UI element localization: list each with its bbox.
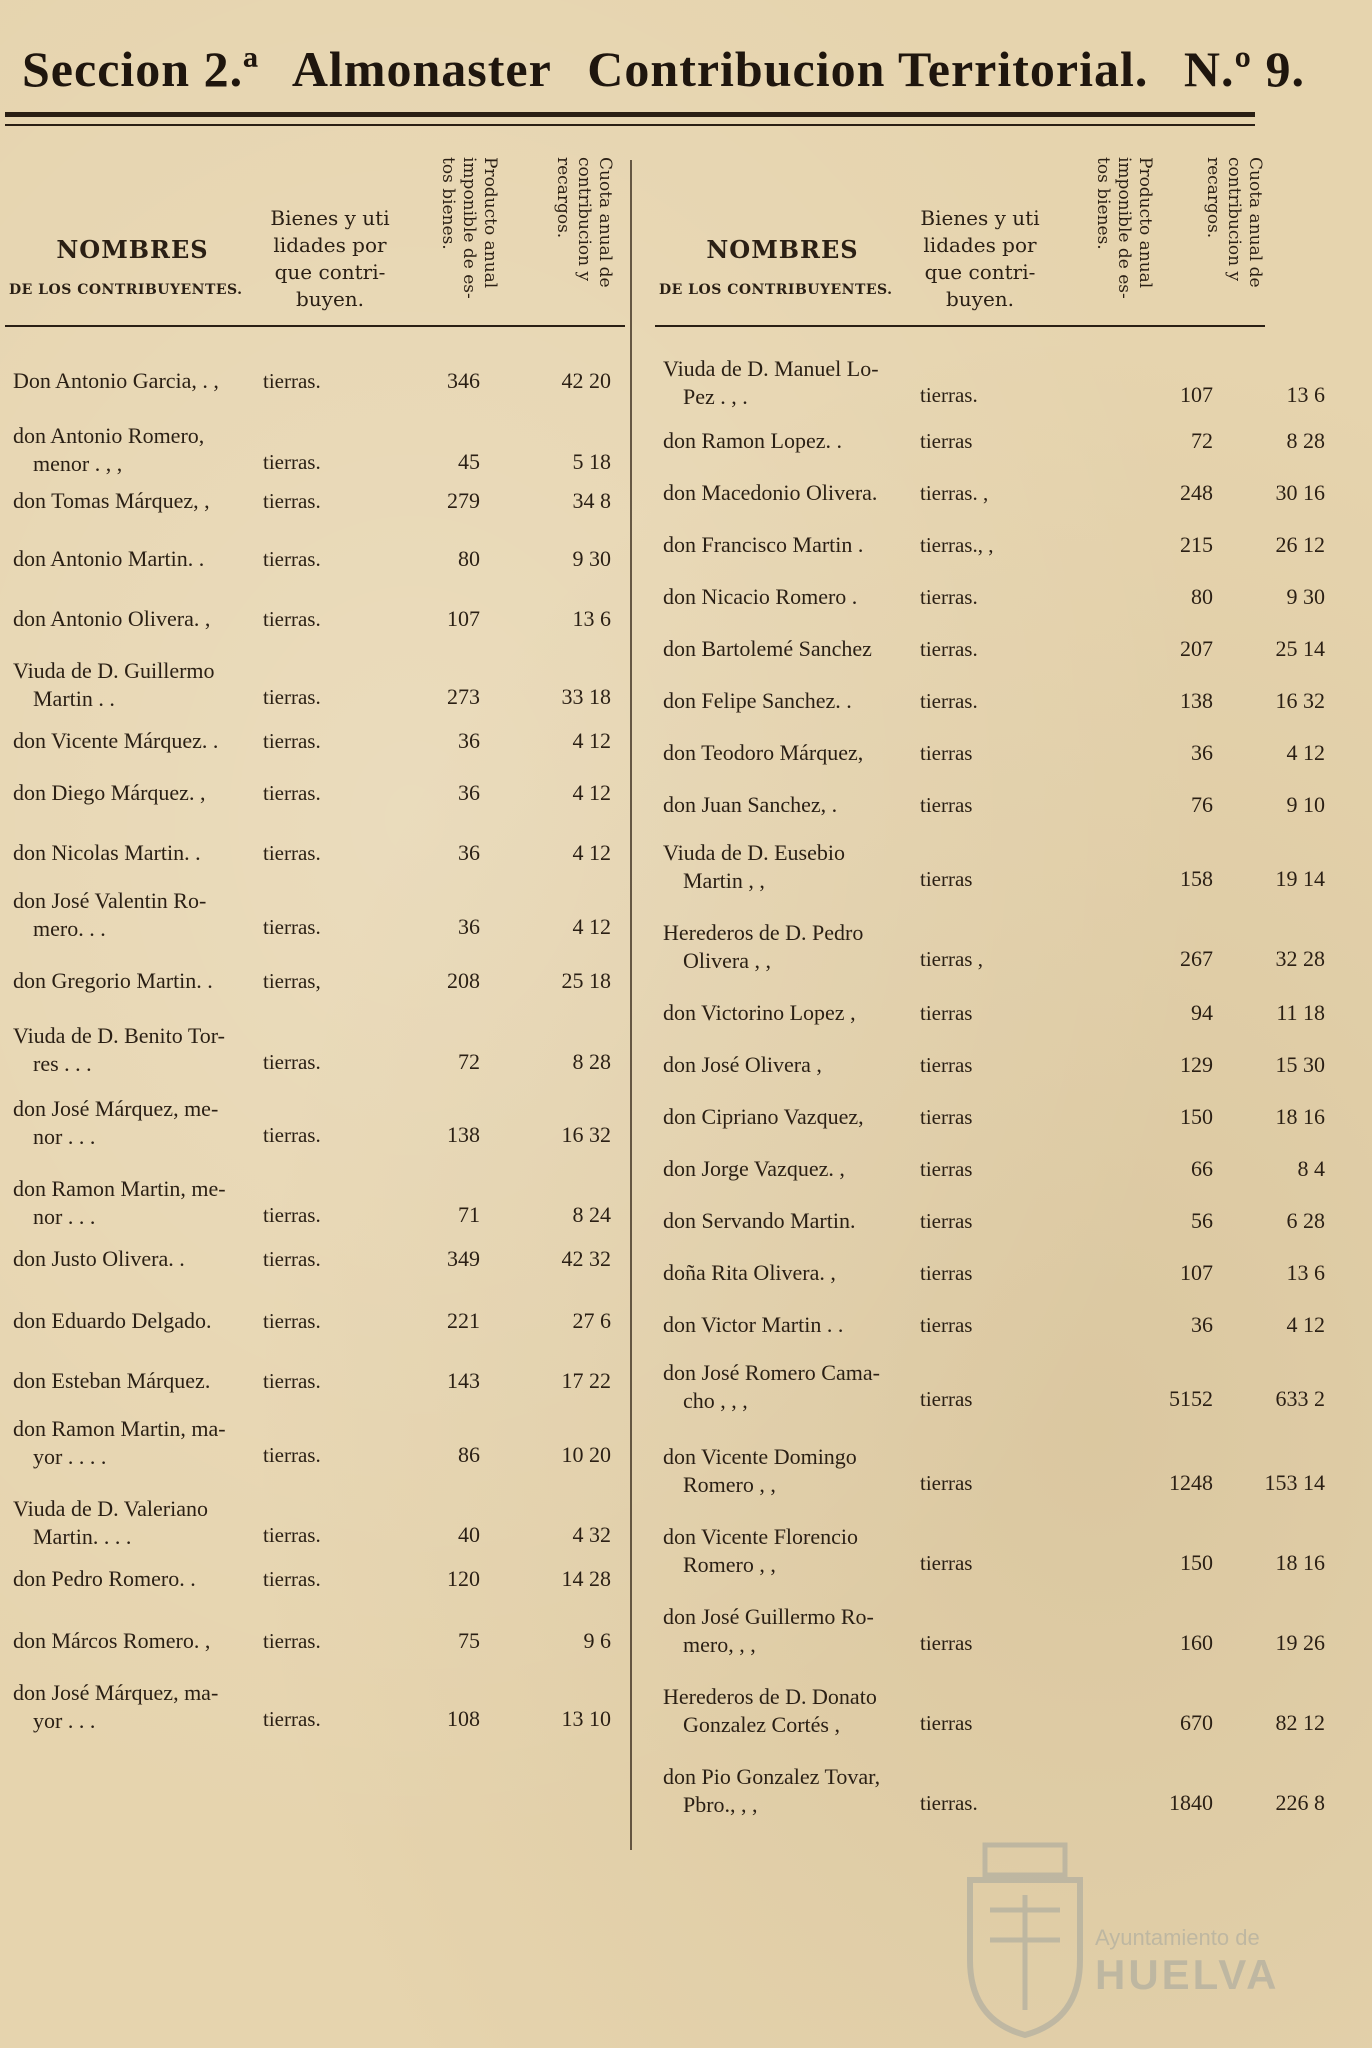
contributor-name-line2: menor . , ,	[33, 451, 123, 476]
producto-cell: 129	[1180, 1052, 1213, 1077]
right-column	[655, 135, 1325, 1817]
bienes-cell: tierras.	[920, 383, 978, 407]
contributor-name-line1: don Francisco Martin .	[663, 532, 864, 557]
bienes-cell: tierras.	[263, 841, 321, 865]
contributor-name-line1: Viuda de D. Benito Tor-	[13, 1023, 225, 1048]
contributor-name	[663, 1311, 918, 1339]
left-column	[5, 135, 625, 1733]
contributor-name-line1: don Juan Sanchez, .	[663, 792, 838, 817]
cuota-cell: 4 12	[572, 728, 611, 753]
contributor-name	[13, 1627, 268, 1655]
contributor-name	[13, 1565, 268, 1593]
producto-cell: 267	[1180, 946, 1213, 971]
watermark-line1: Ayuntamiento de	[1095, 1925, 1260, 1950]
contributor-name	[663, 1443, 918, 1499]
coat-of-arms-icon	[960, 1840, 1090, 2040]
contributor-name-line2: mero, , ,	[683, 1632, 756, 1657]
bienes-cell: tierras.	[263, 489, 321, 513]
bienes-cell: tierras.	[263, 1629, 321, 1653]
cuota-cell: 27 6	[572, 1308, 611, 1333]
contributor-name-line1: don Antonio Martin. .	[13, 546, 205, 571]
contributor-name	[663, 791, 918, 819]
bienes-cell: tierras.	[263, 1123, 321, 1147]
contributor-name	[13, 1415, 268, 1471]
cuota-cell: 42 32	[561, 1246, 611, 1271]
contributor-name-line1: don Macedonio Olivera.	[663, 480, 878, 505]
bienes-cell: tierras	[920, 741, 973, 765]
contributor-name	[663, 1259, 918, 1287]
cuota-cell: 18 16	[1275, 1104, 1325, 1129]
title-subject: Contribucion Territorial.	[587, 41, 1149, 97]
bienes-cell: tierras	[920, 1053, 973, 1077]
cuota-cell: 9 30	[1286, 584, 1325, 609]
contributor-name	[663, 1207, 918, 1235]
contributor-name	[663, 1103, 918, 1131]
cuota-cell: 14 28	[561, 1566, 611, 1591]
producto-cell: 86	[458, 1442, 480, 1467]
title-number: N.º 9.	[1183, 41, 1306, 97]
producto-cell: 76	[1191, 792, 1213, 817]
producto-cell: 1248	[1169, 1470, 1213, 1495]
contributor-name-line2: Romero , ,	[683, 1472, 776, 1497]
producto-cell: 71	[458, 1202, 480, 1227]
contributor-name	[13, 545, 268, 573]
bienes-cell: tierras	[920, 1261, 973, 1285]
contributor-name	[663, 1763, 918, 1819]
cuota-cell: 4 32	[572, 1522, 611, 1547]
producto-cell: 36	[458, 780, 480, 805]
contributor-name-line1: don Ramon Lopez. .	[663, 428, 843, 453]
title-rule-thick	[5, 112, 1255, 117]
producto-cell: 1840	[1169, 1790, 1213, 1815]
contributor-name-line1: Viuda de D. Eusebio	[663, 840, 845, 865]
cuota-cell: 8 28	[572, 1049, 611, 1074]
contributor-name-line1: don Nicolas Martin. .	[13, 840, 201, 865]
producto-cell: 45	[458, 449, 480, 474]
bienes-cell: tierras.	[263, 450, 321, 474]
producto-cell: 107	[1180, 1260, 1213, 1285]
contributor-name-line2: yor . . . .	[33, 1444, 107, 1469]
cuota-cell: 32 28	[1275, 946, 1325, 971]
bienes-cell: tierras.	[263, 729, 321, 753]
cuota-cell: 633 2	[1275, 1386, 1325, 1411]
contributor-name-line1: don Ramon Martin, me-	[13, 1176, 226, 1201]
cuota-cell: 19 14	[1275, 866, 1325, 891]
cuota-cell: 9 6	[583, 1628, 611, 1653]
contributor-name	[13, 487, 268, 515]
cuota-cell: 6 28	[1286, 1208, 1325, 1233]
contributor-name	[13, 657, 268, 713]
bienes-cell: tierras	[920, 429, 973, 453]
producto-cell: 80	[1191, 584, 1213, 609]
cuota-cell: 4 12	[572, 914, 611, 939]
title-rule-thin	[5, 124, 1255, 126]
bienes-cell: tierras	[920, 867, 973, 891]
contributor-name-line1: don Vicente Domingo	[663, 1444, 857, 1469]
contributor-name-line2: Olivera , ,	[683, 948, 771, 973]
contributor-name-line1: don José Guillermo Ro-	[663, 1604, 874, 1629]
contributor-name-line2: Romero , ,	[683, 1552, 776, 1577]
cuota-cell: 13 6	[572, 606, 611, 631]
title-section: Seccion 2.ª	[22, 41, 260, 97]
cuota-cell: 13 10	[561, 1706, 611, 1731]
bienes-cell: tierras.	[263, 607, 321, 631]
contributor-name	[13, 367, 268, 395]
contributor-name-line1: don Cipriano Vazquez,	[663, 1104, 864, 1129]
cuota-cell: 25 18	[561, 968, 611, 993]
contributor-name-line1: don Teodoro Márquez,	[663, 740, 864, 765]
bienes-cell: tierras.	[263, 1567, 321, 1591]
contributor-name	[663, 1051, 918, 1079]
contributor-name	[663, 531, 918, 559]
producto-cell: 107	[1180, 382, 1213, 407]
contributor-name-line1: doña Rita Olivera. ,	[663, 1260, 836, 1285]
producto-cell: 56	[1191, 1208, 1213, 1233]
producto-cell: 138	[447, 1122, 480, 1147]
header-names-subtitle: DE LOS CONTRIBUYENTES.	[659, 282, 893, 298]
contributor-name-line2: Martin , ,	[683, 868, 765, 893]
contributor-name-line1: Viuda de D. Valeriano	[13, 1496, 208, 1521]
producto-cell: 36	[1191, 740, 1213, 765]
contributor-name	[663, 479, 918, 507]
producto-cell: 75	[458, 1628, 480, 1653]
contributor-name	[663, 1359, 918, 1415]
bienes-cell: tierras.	[263, 1247, 321, 1271]
cuota-cell: 25 14	[1275, 636, 1325, 661]
contributor-name-line1: don Jorge Vazquez. ,	[663, 1156, 845, 1181]
producto-cell: 143	[447, 1368, 480, 1393]
title-town: Almonaster	[291, 41, 552, 97]
producto-cell: 5152	[1169, 1386, 1213, 1411]
contributor-name-line1: Don Antonio Garcia, . ,	[13, 368, 219, 393]
contributor-name-line1: don Victor Martin . .	[663, 1312, 844, 1337]
contributor-name	[13, 887, 268, 943]
left-table-header	[5, 135, 625, 327]
header-names	[5, 235, 260, 298]
contributor-name	[13, 1175, 268, 1231]
contributor-name	[663, 839, 918, 895]
producto-cell: 150	[1180, 1104, 1213, 1129]
contributor-name-line1: don Gregorio Martin. .	[13, 968, 213, 993]
contributor-name	[663, 739, 918, 767]
contributor-name	[13, 1307, 268, 1335]
header-names	[655, 235, 910, 298]
contributor-name-line1: don Ramon Martin, ma-	[13, 1416, 226, 1441]
cuota-cell: 8 28	[1286, 428, 1325, 453]
contributor-name-line1: don Nicacio Romero .	[663, 584, 858, 609]
contributor-name-line1: Viuda de D. Manuel Lo-	[663, 356, 879, 381]
cuota-cell: 15 30	[1275, 1052, 1325, 1077]
header-producto: Producto anual imponible de es- tos bienes.	[438, 157, 500, 299]
contributor-name-line1: don Justo Olivera. .	[13, 1246, 185, 1271]
bienes-cell: tierras ,	[920, 947, 983, 971]
contributor-name	[13, 1367, 268, 1395]
cuota-cell: 18 16	[1275, 1550, 1325, 1575]
bienes-cell: tierras.	[920, 585, 978, 609]
producto-cell: 94	[1191, 1000, 1213, 1025]
contributor-name	[13, 1495, 268, 1551]
producto-cell: 36	[458, 914, 480, 939]
bienes-cell: tierras	[920, 1105, 973, 1129]
bienes-cell: tierras.	[920, 637, 978, 661]
producto-cell: 40	[458, 1522, 480, 1547]
producto-cell: 107	[447, 606, 480, 631]
contributor-name-line1: don Pio Gonzalez Tovar,	[663, 1764, 881, 1789]
contributor-name-line2: Martin . .	[33, 686, 115, 711]
contributor-name-line1: Herederos de D. Donato	[663, 1684, 877, 1709]
contributor-name-line1: don Esteban Márquez.	[13, 1368, 211, 1393]
cuota-cell: 82 12	[1275, 1710, 1325, 1735]
producto-cell: 158	[1180, 866, 1213, 891]
contributor-name	[13, 779, 268, 807]
bienes-cell: tierras.	[920, 1791, 978, 1815]
cuota-cell: 19 26	[1275, 1630, 1325, 1655]
contributor-name	[13, 422, 268, 478]
cuota-cell: 11 18	[1276, 1000, 1325, 1025]
bienes-cell: tierras.	[263, 915, 321, 939]
header-names-title: NOMBRES	[706, 235, 859, 264]
producto-cell: 66	[1191, 1156, 1213, 1181]
contributor-name-line1: don Vicente Márquez. .	[13, 728, 219, 753]
contributor-name	[663, 1155, 918, 1183]
header-bienes: Bienes y uti lidades por que contri- buyen.	[270, 206, 390, 311]
contributor-name	[663, 355, 918, 411]
cuota-cell: 8 4	[1297, 1156, 1325, 1181]
cuota-cell: 153 14	[1264, 1470, 1325, 1495]
producto-cell: 670	[1180, 1710, 1213, 1735]
cuota-cell: 8 24	[572, 1202, 611, 1227]
contributor-name-line1: don José Olivera ,	[663, 1052, 822, 1077]
cuota-cell: 10 20	[561, 1442, 611, 1467]
cuota-cell: 34 8	[572, 488, 611, 513]
cuota-cell: 4 12	[572, 840, 611, 865]
bienes-cell: tierras	[920, 1313, 973, 1337]
header-names-title: NOMBRES	[56, 235, 209, 264]
contributor-name	[13, 1245, 268, 1273]
cuota-cell: 17 22	[561, 1368, 611, 1393]
producto-cell: 207	[1180, 636, 1213, 661]
producto-cell: 208	[447, 968, 480, 993]
contributor-name	[13, 967, 268, 995]
contributor-name-line1: don Servando Martin.	[663, 1208, 856, 1233]
watermark-line2: HUELVA	[1095, 1951, 1280, 1998]
contributor-name-line1: don Victorino Lopez ,	[663, 1000, 856, 1025]
bienes-cell: tierras	[920, 1551, 973, 1575]
producto-cell: 80	[458, 546, 480, 571]
cuota-cell: 33 18	[561, 684, 611, 709]
right-table-header	[655, 135, 1265, 327]
producto-cell: 279	[447, 488, 480, 513]
bienes-cell: tierras.	[263, 547, 321, 571]
contributor-name	[13, 839, 268, 867]
producto-cell: 36	[458, 728, 480, 753]
bienes-cell: tierras.	[920, 689, 978, 713]
contributor-name	[663, 427, 918, 455]
cuota-cell: 42 20	[561, 368, 611, 393]
contributor-name-line1: don José Márquez, me-	[13, 1096, 219, 1121]
bienes-cell: tierras., ,	[920, 533, 994, 557]
cuota-cell: 16 32	[561, 1122, 611, 1147]
header-producto: Producto anual imponible de es- tos bienes.	[1093, 157, 1155, 299]
contributor-name	[13, 1679, 268, 1735]
contributor-name	[663, 687, 918, 715]
contributor-name	[663, 919, 918, 975]
bienes-cell: tierras	[920, 793, 973, 817]
producto-cell: 72	[1191, 428, 1213, 453]
bienes-cell: tierras	[920, 1209, 973, 1233]
watermark-text	[1095, 1925, 1279, 1999]
watermark-stamp	[960, 1840, 1280, 2040]
contributor-name-line2: mero. . .	[33, 916, 106, 941]
column-separator	[630, 160, 632, 1850]
header-cuota: Cuota anual de contribucion y recargos.	[553, 157, 615, 288]
cuota-cell: 13 6	[1286, 382, 1325, 407]
bienes-cell: tierras.	[263, 781, 321, 805]
bienes-cell: tierras	[920, 1711, 973, 1735]
producto-cell: 36	[458, 840, 480, 865]
bienes-cell: tierras	[920, 1387, 973, 1411]
cuota-cell: 26 12	[1275, 532, 1325, 557]
producto-cell: 72	[458, 1049, 480, 1074]
producto-cell: 150	[1180, 1550, 1213, 1575]
bienes-cell: tierras.	[263, 1203, 321, 1227]
cuota-cell: 13 6	[1286, 1260, 1325, 1285]
contributor-name-line2: Martin. . . .	[33, 1524, 132, 1549]
contributor-name-line2: res . . .	[33, 1051, 92, 1076]
contributor-name	[13, 727, 268, 755]
bienes-cell: tierras.	[263, 685, 321, 709]
contributor-name-line2: nor . . .	[33, 1124, 96, 1149]
contributor-name	[13, 1022, 268, 1078]
contributor-name	[663, 999, 918, 1027]
producto-cell: 108	[447, 1706, 480, 1731]
contributor-name-line1: don Pedro Romero. .	[13, 1566, 196, 1591]
contributor-name-line2: Pez . , .	[683, 384, 748, 409]
contributor-name	[13, 605, 268, 633]
page-title	[22, 40, 1306, 110]
contributor-name-line1: don José Márquez, ma-	[13, 1680, 219, 1705]
bienes-cell: tierras.	[263, 1050, 321, 1074]
contributor-name-line1: don Bartolemé Sanchez	[663, 636, 872, 661]
contributor-name-line1: don Márcos Romero. ,	[13, 1628, 211, 1653]
bienes-cell: tierras	[920, 1157, 973, 1181]
contributor-name-line1: don Felipe Sanchez. .	[663, 688, 852, 713]
contributor-name	[13, 1095, 268, 1151]
contributor-name-line2: yor . . .	[33, 1708, 96, 1733]
contributor-name-line2: Pbro., , ,	[683, 1792, 758, 1817]
cuota-cell: 4 12	[572, 780, 611, 805]
bienes-cell: tierras,	[263, 969, 321, 993]
contributor-name-line1: don Tomas Márquez, ,	[13, 488, 210, 513]
cuota-cell: 30 16	[1275, 480, 1325, 505]
contributor-name-line1: don Antonio Romero,	[13, 423, 205, 448]
producto-cell: 215	[1180, 532, 1213, 557]
producto-cell: 273	[447, 684, 480, 709]
bienes-cell: tierras	[920, 1001, 973, 1025]
producto-cell: 346	[447, 368, 480, 393]
producto-cell: 138	[1180, 688, 1213, 713]
cuota-cell: 226 8	[1275, 1790, 1325, 1815]
contributor-name	[663, 1523, 918, 1579]
contributor-name-line2: nor . . .	[33, 1204, 96, 1229]
bienes-cell: tierras.	[263, 1369, 321, 1393]
bienes-cell: tierras.	[263, 1443, 321, 1467]
bienes-cell: tierras	[920, 1631, 973, 1655]
contributor-name	[663, 583, 918, 611]
cuota-cell: 9 30	[572, 546, 611, 571]
cuota-cell: 4 12	[1286, 740, 1325, 765]
bienes-cell: tierras.	[263, 1707, 321, 1731]
producto-cell: 248	[1180, 480, 1213, 505]
bienes-cell: tierras. ,	[920, 481, 989, 505]
contributor-name-line1: don Vicente Florencio	[663, 1524, 859, 1549]
contributor-name	[663, 1603, 918, 1659]
contributor-name	[663, 635, 918, 663]
contributor-name	[663, 1683, 918, 1739]
cuota-cell: 16 32	[1275, 688, 1325, 713]
contributor-name-line1: don José Valentin Ro-	[13, 888, 207, 913]
producto-cell: 160	[1180, 1630, 1213, 1655]
bienes-cell: tierras.	[263, 369, 321, 393]
producto-cell: 36	[1191, 1312, 1213, 1337]
contributor-name-line1: don Diego Márquez. ,	[13, 780, 206, 805]
bienes-cell: tierras.	[263, 1523, 321, 1547]
contributor-name-line1: Viuda de D. Guillermo	[13, 658, 215, 683]
cuota-cell: 9 10	[1286, 792, 1325, 817]
header-names-subtitle: DE LOS CONTRIBUYENTES.	[9, 282, 243, 298]
producto-cell: 349	[447, 1246, 480, 1271]
bienes-cell: tierras.	[263, 1309, 321, 1333]
cuota-cell: 4 12	[1286, 1312, 1325, 1337]
contributor-name-line1: don Eduardo Delgado.	[13, 1308, 212, 1333]
header-cuota: Cuota anual de contribucion y recargos.	[1203, 157, 1265, 288]
producto-cell: 221	[447, 1308, 480, 1333]
header-bienes: Bienes y uti lidades por que contri- buyen.	[920, 206, 1040, 311]
contributor-name-line1: Herederos de D. Pedro	[663, 920, 864, 945]
bienes-cell: tierras	[920, 1471, 973, 1495]
cuota-cell: 5 18	[572, 449, 611, 474]
producto-cell: 120	[447, 1566, 480, 1591]
contributor-name-line1: don Antonio Olivera. ,	[13, 606, 211, 631]
contributor-name-line2: cho , , ,	[683, 1388, 748, 1413]
contributor-name-line2: Gonzalez Cortés ,	[683, 1712, 840, 1737]
contributor-name-line1: don José Romero Cama-	[663, 1360, 880, 1385]
